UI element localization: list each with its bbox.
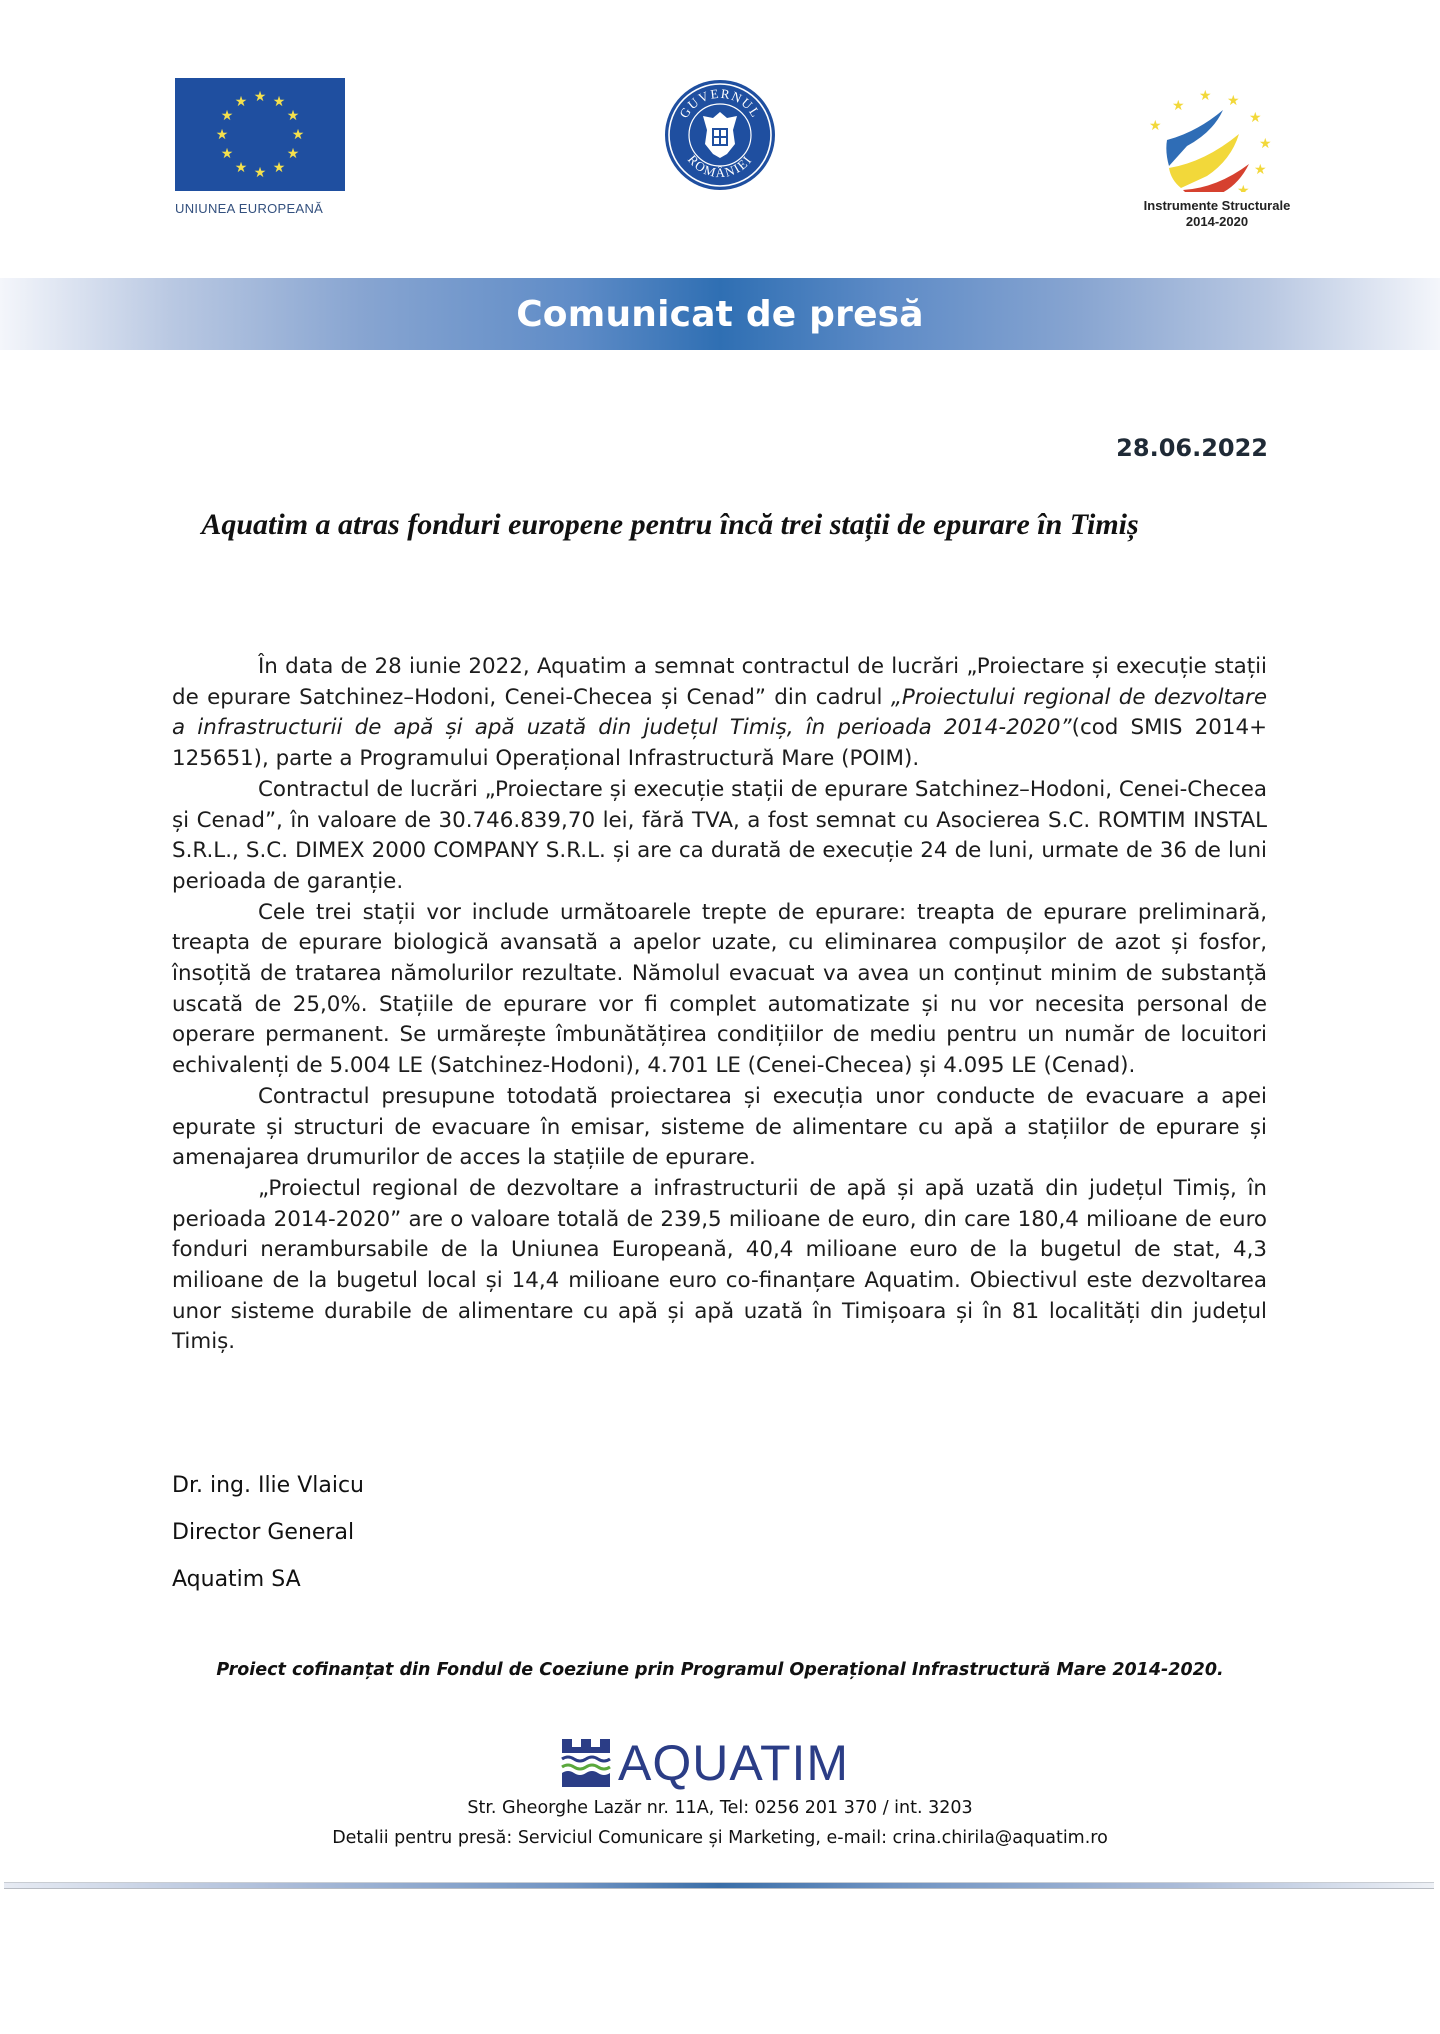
eu-logo [175, 78, 345, 216]
guvernul-romaniei-logo [665, 80, 775, 190]
romanian-coat-of-arms-icon [665, 80, 775, 190]
eu-flag-icon: ★ ★ ★ ★ ★ ★ ★ ★ ★ ★ ★ ★ [175, 78, 345, 191]
svg-text:GUVERNUL: GUVERNUL [676, 85, 764, 121]
cofinancing-note: Proiect cofinanțat din Fondul de Coeziune prin Programul Operațional Infrastructură Mare 2014-2020. [216, 1660, 1224, 1680]
press-contact: Detalii pentru presă: Serviciul Comunicare și Marketing, e-mail: crina.chirila@aquatim.ro [332, 1828, 1108, 1848]
svg-text:★: ★ [1227, 93, 1240, 109]
instrumente-structurale-logo [1127, 72, 1307, 230]
release-date: 28.06.2022 [1116, 434, 1268, 462]
svg-text:★: ★ [1199, 88, 1212, 104]
banner-title: Comunicat de presă [516, 293, 924, 335]
paragraph-3: Cele trei stații vor include următoarele trepte de epurare: treapta de epurare preliminară, treapta de epurare biologică avansată a apelor uzate, cu eliminarea compușilor de azot și fosfor, însoțită de tratarea nămolurilor rezultate. Nămolul evacuat va avea un conținut minim de substanță uscată de 25,0%. Stațiile de epurare vor fi complet automatizate și nu vor necesita personal de operare permanent. Se urmărește îmbunătățirea condițiilor de mediu pentru un număr de locuitori echivalenți de 5.004 LE (Satchinez-Hodoni), 4.701 LE (Cenei-Checea) și 4.095 LE (Cenad). [172, 899, 1267, 1079]
company-address: Str. Gheorghe Lazăr nr. 11A, Tel: 0256 201 370 / int. 3203 [467, 1798, 973, 1818]
article-body [172, 652, 1267, 1358]
svg-text:★: ★ [1254, 162, 1267, 178]
svg-text:ROMÂNIEI: ROMÂNIEI [684, 151, 756, 181]
aquatim-logo [560, 1735, 850, 1791]
eu-label: UNIUNEA EUROPEANĂ [175, 201, 324, 216]
press-release-banner [0, 278, 1440, 350]
svg-text:★: ★ [1249, 110, 1262, 126]
paragraph-5: „Proiectul regional de dezvoltare a infrastructurii de apă și apă uzată din județul Timiș, în perioada 2014-2020” are o valoare totală de 239,5 milioane de euro, din care 180,4 milioane de euro fonduri nerambursabile de la Uniunea Europeană, 40,4 milioane euro de la bugetul de stat, 4,3 milioane de la bugetul local și 14,4 milioane euro co-finanțare Aquatim. Obiectivul este dezvoltarea unor sisteme durabile de alimentare cu apă și apă uzată în Timișoara și în 81 localități din județul Timiș. [172, 1175, 1267, 1355]
headline: Aquatim a atras fonduri europene pentru încă trei stații de epurare în Timiș [201, 508, 1139, 541]
svg-text:★: ★ [1237, 183, 1250, 192]
svg-text:★: ★ [1149, 118, 1162, 134]
svg-text:★: ★ [1172, 98, 1185, 114]
project-name-italic: „Proiectului regional de dezvoltare a infrastructurii de apă și apă uzată din județul Timiș, în perioada 2014-2020” [172, 684, 1267, 741]
signatory-name: Dr. ing. Ilie Vlaicu [172, 1473, 364, 1498]
aquatim-tower-waves-icon [560, 1739, 612, 1787]
signatory-company: Aquatim SA [172, 1567, 301, 1592]
is-label-line2: 2014-2020 [1185, 214, 1249, 229]
bottom-divider [4, 1882, 1434, 1889]
aquatim-wordmark: AQUATIM [618, 1735, 850, 1791]
signatory-title: Director General [172, 1520, 355, 1545]
paragraph-2: Contractul de lucrări „Proiectare și execuție stații de epurare Satchinez–Hodoni, Cenei-Checea și Cenad”, în valoare de 30.746.839,70 lei, fără TVA, a fost semnat cu Asocierea S.C. ROMTIM INSTAL S.R.L., S.C. DIMEX 2000 COMPANY S.R.L. și are ca durată de execuție 24 de luni, urmate de 36 de luni perioada de garanție. [172, 776, 1267, 894]
is-label-line1: Instrumente Structurale [1143, 198, 1291, 213]
signature-block [172, 1462, 364, 1603]
instrumente-structurale-emblem-icon [1127, 72, 1307, 192]
paragraph-1: În data de 28 iunie 2022, Aquatim a semnat contractul de lucrări „Proiectare și execuție stații de epurare Satchinez–Hodoni, Cenei-Checea și Cenad” din cadrul „Proiectului regional de dezvoltare a infrastructurii de apă și apă uzată din județul Timiș, în perioada 2014-2020”(cod SMIS 2014+ 125651), parte a Programului Operațional Infrastructură Mare (POIM). [172, 654, 1267, 772]
svg-text:★: ★ [1259, 136, 1272, 152]
paragraph-4: Contractul presupune totodată proiectarea și execuția unor conducte de evacuare a apei epurate și structuri de evacuare în emisar, sisteme de alimentare cu apă a stațiilor de epurare și amenajarea drumurilor de acces la stațiile de epurare. [172, 1083, 1267, 1171]
